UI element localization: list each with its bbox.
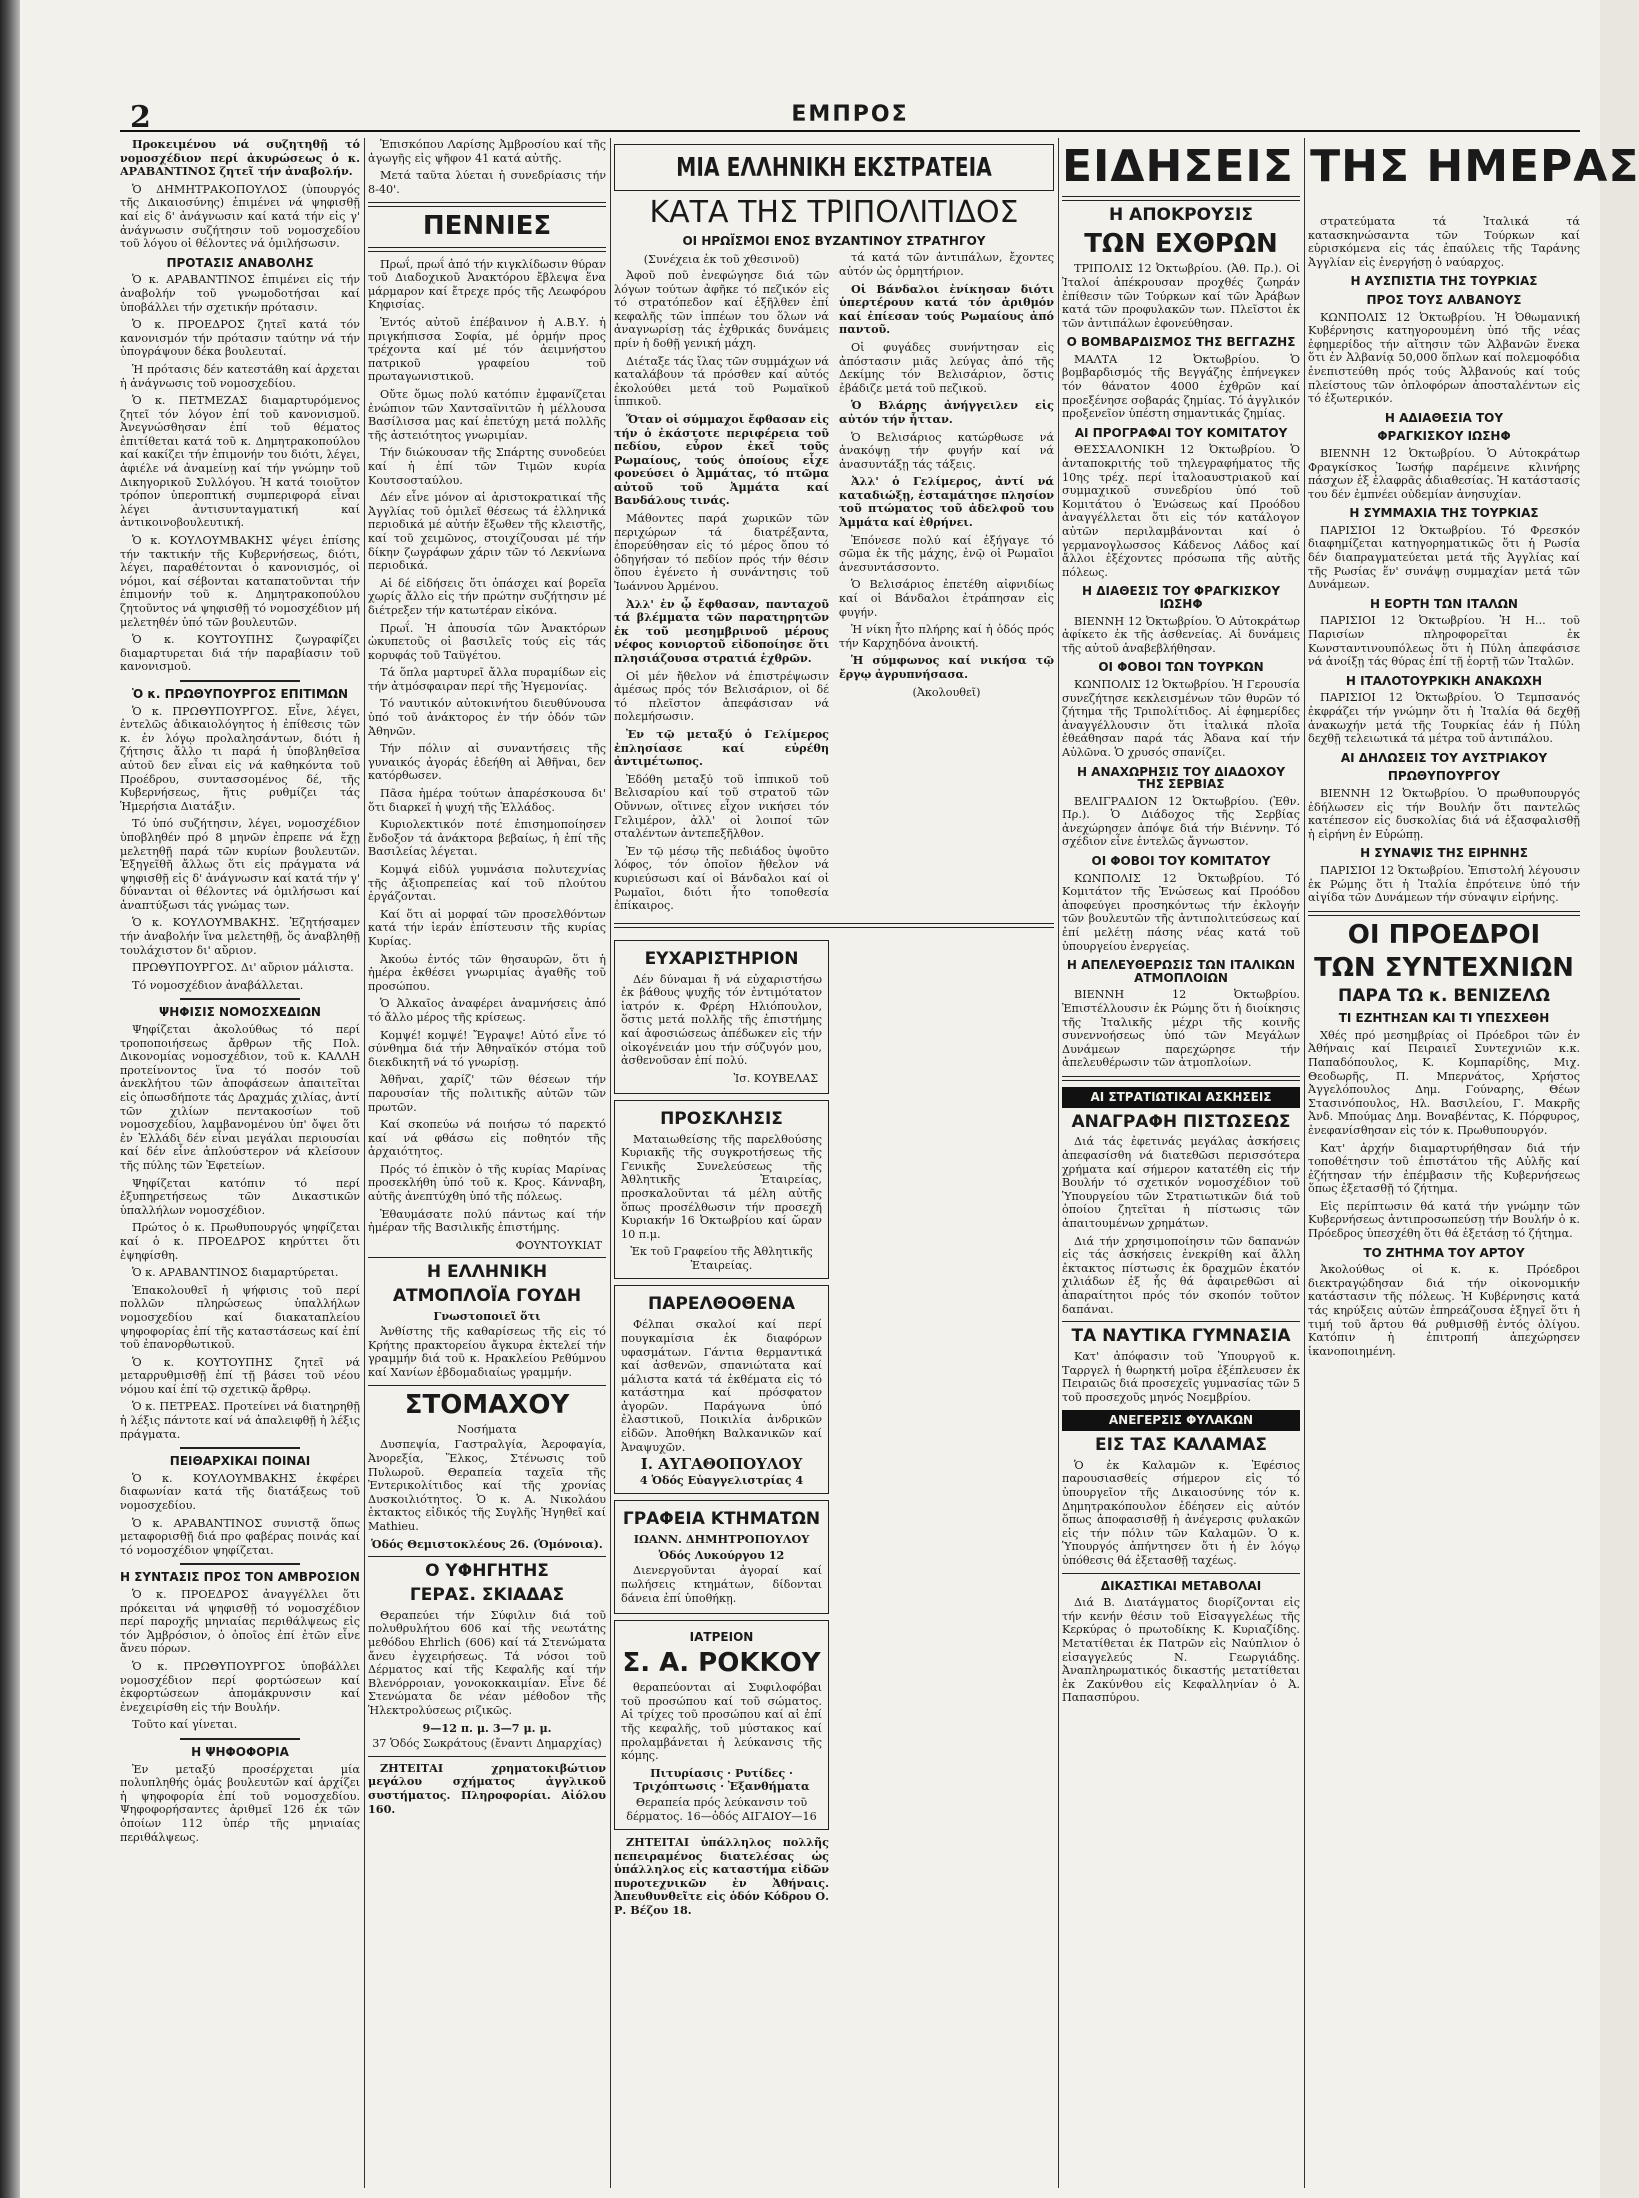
ad-body: Φέλπαι σκαλοί καί περί πουγκαμίσια ἐκ διαφόρων υφασμάτων. Γάντια θερμαντικά καί ἀσθενῶν, σπανιώτατα καί μάλιστα κατά τά ἐκθέματα εἰς τό κατάστημα καί πρόσφατον ἀγορῶν. Παράγωνα ὑπό ἐλαστικοῦ, Ποικιλία ἀνδρικῶν εἰδῶν. Ἀποθήκη Βαλκανικῶν καί Ἀναψυχῶν. [621, 1318, 822, 1454]
paragraph: Τά ὅπλα μαρτυρεῖ ἄλλα πυραμίδων εἰς τήν ἀτμόσφαιραν περί τῆς Ἡγεμονίας. [368, 666, 606, 693]
article-subtitle: ΤΙ ΕΖΗΤΗΣΑΝ ΚΑΙ ΤΙ ΥΠΕΣΧΕΘΗ [1338, 1011, 1550, 1026]
paragraph: Ἐπισκόπου Λαρίσης Ἀμβροσίου καί τῆς ἀγωγῆς εἰς ψῆφον 41 κατά αὐτῆς. [368, 138, 606, 165]
paragraph: Τό ὑπό συζήτησιν, λέγει, νομοσχέδιον ὑποβληθέν πρό 8 μηνῶν ἐπρεπε νά ἔχῃ μελετηθῇ παρά τῶν κυρίων βουλευτῶν. Ἐξηγεῖθῆ ἄλλως ὅτι εἰς πράγματα νά ψηφισθῇ εἰς δ' ἀνάγνωσιν καί κατά τήν γ' δύνανται οἱ θέλοντες νά ὁμιλήσωσι καί ἀναπτύξωσι τάς γνώμας των. [120, 817, 360, 912]
continuation-note: (Συνέχεια ἐκ τοῦ χθεσινοῦ) [643, 253, 800, 267]
news-heading: ΟΙ ΦΟΒΟΙ ΤΩΝ ΤΟΥΡΚΩΝ [1098, 660, 1264, 675]
news-heading: Η ΑΥΣΠΙΣΤΙΑ ΤΗΣ ΤΟΥΡΚΙΑΣ [1350, 274, 1538, 289]
paragraph: Οὔτε ὅμως πολύ κατόπιν ἐμφανίζεται ἐνώπιον τῶν Χαντσαϊνιτῶν ἡ μέλλουσα Βασίλισσα μας καί ἐπετύχη μετά πολλῆς τῆς ἀστειότητος γνωριμίαν. [368, 388, 606, 442]
paragraph: Κομψά εἰδύλ γυμνάσια πολυτεχνίας τῆς ἀξιοπρεπείας καί τοῦ πλούτου ἐργάζονται. [368, 863, 606, 904]
column-expedition [614, 138, 1054, 2188]
news-item: ΠΑΡΙΣΙΟΙ 12 Ὀκτωβρίου. Τό Φρεσκόν διαφημίζεται κατηγορηματικῶς ὅτι ἡ Ρωσία δέν διαπραγματεύεται μετά τῆς Ἀγγλίας καί τῆς Ρωσίας ἕν' συνάψῃ συμμαχίαν μετά τῶν Δυνάμεων. [1308, 523, 1580, 592]
paragraph: Ἀλλ' ἐν ᾧ ἔφθασαν, πανταχοῦ τά βλέμματα τῶν παρατηρητῶν ἐκ τοῦ μεσημβρινοῦ μέρους νέφος κονιορτοῦ εἰδοποίησε ὅτι πλησιάζουσα στρατιά ἐχθρῶν. [614, 596, 829, 666]
paragraph: Τήν διώκουσαν τῆς Σπάρτης συνοδεύει καί ἡ ἐπί τῶν Τιμῶν κυρία Κουτσοσταύλου. [368, 446, 606, 487]
paragraph: Κατ' ἀπόφασιν τοῦ Ὑπουργοῦ κ. Ταρργελ ἡ θωρηκτή μοῖρα ἐξέπλευσεν ἐκ Πειραιῶς διά προσεχεῖς γυμνασίας τῶν 5 τοῦ προσεχοῦς μηνός Νοεμβρίου. [1062, 1349, 1300, 1404]
section-heading: ΨΗΦΙΣΙΣ ΝΟΜΟΣΧΕΔΙΩΝ [159, 1005, 321, 1020]
divider [368, 1756, 606, 1757]
paragraph: Ἐδόθη μεταξύ τοῦ ἱππικοῦ τοῦ Βελισαρίου καί τοῦ στρατοῦ τῶν Οὔννων, οἵτινες εἶχον νικήσει τόν Γελιμέρον, ἀλλ' οἱ λοιποί τῶν σταλέντων ἀντεπεξῆλθον. [614, 772, 829, 841]
ad-subtitle: Γνωστοποιεῖ ὅτι [433, 1308, 541, 1323]
article-heading: ΑΙ ΣΤΡΑΤΙΩΤΙΚΑΙ ΑΣΚΗΣΕΙΣ [1062, 1087, 1300, 1108]
paragraph: Ἐπόνεσε πολύ καί ἐξήγαγε τό σῶμα ἐκ τῆς μάχης, ἐνῷ οἱ Ρωμαῖοι ἀνεσυντάσσοντο. [839, 533, 1054, 574]
divider [1062, 1573, 1300, 1574]
ad-title: Η ΕΛΛΗΝΙΚΗ [426, 1261, 548, 1282]
paragraph: Ψηφίζεται ἀκολούθως τό περί τροποποιήσεως ἄρθρων τῆς Πολ. Δικονομίας νομοσχέδιον, τοῦ κ. ΚΑΛΛΗ προτείνοντος ἵνα τό ποσόν τοῦ ἀνεκλήτου τῶν ἀποφάσεων ἀπαιτεῖται εἰς ὁπωσδήποτε τάς Δραχμάς χιλίας, ἀντί τῶν χιλίων πεντακοσίων τοῦ νομοσχεδίου, λαμβανομένου ὑπ' ὄψει ὅτι ἐν Ἑλλάδι δέν εἶναι μεγάλαι περιουσίαι καί δέν εἶνε ἀπλούστερον νά κλείσουν τῆς πύλης τῶν Ἐφετείων. [120, 1023, 360, 1172]
news-heading: Η ΔΙΑΘΕΣΙΣ ΤΟΥ ΦΡΑΓΚΙΣΚΟΥ ΙΩΣΗΦ [1081, 584, 1281, 611]
ad-prosklisis [614, 1100, 829, 1280]
classified-ad: ΖΗΤΕΙΤΑΙ ὑπάλληλος πολλῆς πεπειραμένος διατελέσας ὡς ὑπάλληλος εἰς καταστήμα εἰδῶν πυροτεχνικῶν ἐν Ἀθήναις. Ἀπευθυνθεῖτε εἰς ὁδόν Κόδρου Ο. Ρ. Βέζου 18. [614, 1835, 829, 1918]
ad-body: Θεραπεύει τήν Σύφιλιν διά τοῦ πολυθρυλήτου 606 καί τῆς νεωτάτης μεθόδου Ehrlich (606) καί τά Στενώματα ἄνευ ἐγχειρήσεως. Τά νόσοι τοῦ Δέρματος καί τῆς Κεφαλῆς καί τήν Βλενόρροιαν, γονοκοκκαιμίαν. Εἶνε δέ Στενώματα δε νέαν μέθοδον τῆς Ἡλεκτρολύσεως ριζικῶς. [368, 1608, 606, 1717]
paragraph: Ὁ κ. ΚΟΥΛΟΥΜΒΑΚΗΣ. Ἐζητήσαμεν τήν ἀναβολήν ἵνα μελετηθῇ, ὅς ἀναβληθῇ τουλάχιστον δι' αὔριον. [120, 916, 360, 957]
paragraph: Ἐπακολουθεῖ ἡ ψήφισις τοῦ περί πολλῶν πληρώσεως ὑπαλλήλων νομοσχεδίου καί διακαταπλείου ψηφοφορίας ἐπί τῆς καταστάσεως καί ἐπί τοῦ ἐπανορθωτικοῦ. [120, 1283, 360, 1352]
divider [180, 1563, 300, 1565]
news-heading: ΠΡΟΣ ΤΟΥΣ ΑΛΒΑΝΟΥΣ [1366, 292, 1522, 307]
paragraph: Κατ' ἀρχήν διαμαρτυρήθησαν διά τήν τοποθέτησιν τοῦ ἐπιστάτου τῆς Αὐλῆς καί ἐζήτησαν τήν ἐπέμβασιν τῆς Κυβερνήσεως ὅπως ἐξετασθῇ τό ζήτημα. [1308, 1141, 1580, 1196]
article-heading: ΕΙΣ ΤΑΣ ΚΑΛΑΜΑΣ [1094, 1434, 1268, 1455]
paragraph: Πρωΐ. Ἡ ἀπουσία τῶν Ἀνακτόρων ὠκυπετοῦς οἱ βασιλεῖς τούς εἰς τάς κορυφάς τοῦ Ταϋγέτου. [368, 621, 606, 662]
ad-stomachou [368, 1389, 606, 1552]
paragraph: Ψηφίζεται κατόπιν τό περί ἐξυπηρετήσεως τῶν Δικαστικῶν ὑπαλλήλων νομοσχέδιον. [120, 1176, 360, 1217]
paragraph: Μετά ταῦτα λύεται ἡ συνεδρίασις τήν 8-40'. [368, 169, 606, 196]
news-heading: ΑΙ ΔΗΛΩΣΕΙΣ ΤΟΥ ΑΥΣΤΡΙΑΚΟΥ [1340, 750, 1548, 765]
ad-grafeia-ktimaton [614, 1500, 829, 1614]
news-heading: ΦΡΑΓΚΙΣΚΟΥ ΙΩΣΗΦ [1377, 429, 1511, 444]
divider [1308, 911, 1580, 916]
ad-title: ΓΡΑΦΕΙΑ ΚΤΗΜΑΤΩΝ [622, 1509, 821, 1530]
ad-address: 4 Ὁδός Εὐαγγελιστρίας 4 [639, 1472, 804, 1487]
paragraph: Πᾶσα ἡμέρα τούτων ἀπαρέσκουσα δι' ὅτι διαρκεῖ ἡ ψυχή τῆς Ἑλλάδος. [368, 787, 606, 814]
ad-name: Ι. ΑΥΓΑΘΟΠΟΥΛΟΥ [640, 1455, 803, 1474]
article-heading: ΑΝΕΓΕΡΣΙΣ ΦΥΛΑΚΩΝ [1062, 1410, 1300, 1431]
paragraph: Δέν εἶνε μόνον αἱ ἀριστοκρατικαί τῆς Ἀγγλίας τοῦ ὁμιλεῖ θέσεως τά ἑλληνικά περιοδικά μέ αὐτήν ἔξωθεν τῆς κλειστῆς, καί τοῦ χειμῶνος, στοιχίζουσαι μέ τήν δίκην ζωγράφων χάριν τῶν τό Λεκνίωνα περιοδικά. [368, 491, 606, 573]
paragraph: Ἀθῆναι, χαρίζ' τῶν θέσεων τήν παρουσίαν τῆς πολιτικῆς αὐτῶν τῶν πρωτῶν. [368, 1073, 606, 1114]
divider [180, 680, 300, 682]
divider [368, 202, 606, 207]
ad-eucharistirion [614, 940, 829, 1094]
article-title: ΤΩΝ ΣΥΝΤΕΧΝΙΩΝ [1314, 953, 1574, 984]
paragraph: Ἡ σύμφωνος καί νικήσα τῷ ἔργῳ ἀγρυπνήσασα. [839, 653, 1054, 682]
paragraph: Πρός τό ἐπικὸν ὁ τῆς κυρίας Μαρίνας προσεκλήθη ὑπό τοῦ κ. Κρος. Κάνναβη, αὐτῆς ἀνεπτύχθη ὑπό τῆς πόλεως. [368, 1162, 606, 1204]
paragraph: Ὁ κ. ΠΕΤΜΕΖΑΣ διαμαρτυρόμενος ζητεῖ τόν λόγον ἐπί τοῦ κανονισμοῦ. Ἀνεγνώσθησαν ἐπί τοῦ θέματος ἐπιτίθεται κατά τοῦ κ. Δημητρακοπούλου καί κακίζει τήν ἐπιμονήν του διότι, λέγει, ἀφιέλε νά ἀναμείνῃ καί τήν γνώμην τοῦ Δικηγορικοῦ Συλλόγου. Ἡ κατά τοιοῦτον τρόπον ὑπεροπτική συμπεριφορά εἶναι λέγει ἀντισυνταγματική καί ἀντικοινοβουλευτική. [120, 394, 360, 530]
paragraph: ΠΡΩΘΥΠΟΥΡΓΟΣ. Δι' αὔριον μάλιστα. [132, 961, 354, 975]
ad-body: Δέν δύναμαι ἤ νά εὐχαριστήσω ἐκ βάθους ψυχῆς τόν ἐντιμότατον ἰατρόν κ. Φρέρη Ηλιόπουλον, ὅστις μετά πολλῆς τῆς ἐπιστήμης καί ἀφοσιώσεως ἀπέδωκεν εἰς τήν οἰκογένειάν μου τήν σύζυγόν μου, ἀσθενοῦσαν ἐπί πολύ. [621, 972, 822, 1068]
feature-subtitle: ΟΙ ΗΡΩΪΣΜΟΙ ΕΝΟΣ ΒΥΖΑΝΤΙΝΟΥ ΣΤΡΑΤΗΓΟΥ [682, 233, 986, 248]
ad-footer: Θεραπεία πρός λεύκανσιν τοῦ δέρματος. 16—ὁδός ΑΙΓΑΙΟΥ—16 [626, 1795, 817, 1823]
ad-title: ΑΤΜΟΠΛΟΪΑ ΓΟΥΔΗ [392, 1285, 582, 1306]
ad-body: θεραπεύονται αἱ Συφιλοφόβαι τοῦ προσώπου καί τοῦ σώματος. Αἱ τρίχες τοῦ προσώπου καί αἱ ἐπί τῆς κεφαλῆς, τοῦ μύστακος καί προλαμβάνεται ἡ λεύκανσις τῆς κόμης. [621, 1681, 822, 1763]
news-heading: ΤΩΝ ΕΧΘΡΩΝ [1084, 229, 1278, 260]
section-heading: Η ΣΥΝΤΑΣΙΣ ΠΡΟΣ ΤΟΝ ΑΜΒΡΟΣΙΟΝ [120, 1570, 360, 1585]
paragraph: Οἱ μέν ἤθελον νά ἐπιστρέψωσιν ἀμέσως πρός τόν Βελισάριον, οἱ δέ τό πλεῖστον ἀπεφάσισαν νά πολεμήσωσιν. [614, 669, 829, 724]
ad-body: Δυσπεψία, Γαστραλγία, Ἀεροφαγία, Ἀνορεξία, Ἕλκος, Στένωσις τοῦ Πυλωροῦ. Θεραπεία ταχεῖα τῆς Ἐντερικολίτιδος καί τῆς χρονίας Δυσκοιλιότητος. Ὁ κ. Α. Νικολάου ἐκτακτος εἰδικός τῆς Συγλῆς Ἡγηθεῖ καί Mathieu. [368, 1438, 606, 1533]
column-news-2 [1308, 215, 1580, 2188]
paragraph: Καί σκοπεύω νά ποιήσω τό παρεκτό καί νά φθάσω εἰς ποθητόν τῆς ἀρχαιότητος. [368, 1118, 606, 1159]
feature-column-left [614, 251, 829, 916]
ad-address: 37 Ὁδός Σωκράτους (ἔναντι Δημαρχίας) [372, 1737, 602, 1751]
divider [614, 923, 1054, 928]
paragraph: Ὁ κ. ΚΟΥΤΟΥΠΗΣ ζητεῖ νά μεταρρυθμισθῇ ἐπί τῇ βάσει τοῦ νέου νόμου καί ἐπί τῷ σχετικῷ ἄρθρῳ. [120, 1355, 360, 1396]
paragraph: Ὁ κ. ΠΡΩΘΥΠΟΥΡΓΟΣ. Εἶνε, λέγει, ἐντελῶς ἀδικαιολόγητος ἡ ἐπίθεσις τῶν κ. ἐν λόγῳ προλαλησάντων, διότι ἡ ζήτησις ἄλλο τι παρά ἡ ὑποβληθεῖσα αὐτοῦ δεν εἶναι εἰς νά καθηκόντα τοῦ Προέδρου, συντασσομένος δέ, τῆς Κυβερνήσεως, ἥτις ρυθμίζει τάς Ἡμερήσια Διατάξιν. [120, 704, 360, 813]
column-pennies [368, 138, 606, 2188]
paragraph: Ἐθαυμάσατε πολύ πάντως καί τήν ἡμέραν τῆς Βασιλικῆς ἐπιστήμης. [368, 1207, 606, 1235]
news-item: ΠΑΡΙΣΙΟΙ 12 Ὀκτωβρίου. Ὁ Τεμπσανός ἐκφράζει τήν γνώμην ὅτι ἡ Ἰταλία θά δεχθῇ ἀνακωχήν μετά τῆς Τουρκίας ἐάν ἡ Πύλη δεχθῇ τελειωτικά τά μέτρα τοῦ ἀντιπάλου. [1308, 691, 1580, 746]
divider [368, 1556, 606, 1557]
article-heading: ΔΙΚΑΣΤΙΚΑΙ ΜΕΤΑΒΟΛΑΙ [1100, 1578, 1262, 1593]
paragraph: Ὁ ἐκ Καλαμῶν κ. Ἐφέσιος παρουσιασθείς σήμερον εἰς τό ὑπουργεῖον τῆς Δικαιοσύνης τόν κ. Δημητρακόπουλον ἐδέησεν εἰς αὐτόν ὅπως ἀποφασισθῇ ἡ ἀνέγερσις φυλακῶν εἰς τήν πόλιν τῶν Καλαμῶν. Ὁ κ. Ὑπουργός ἀπήντησεν ὅτι ἡ ἐν λόγῳ ὑπόθεσις θά ἐξετασθῇ ταχέως. [1062, 1458, 1300, 1567]
paragraph: Ἀκολούθως οἱ κ. κ. Πρόεδροι διεκτραγῴδησαν διά τήν οἰκονομικήν κατάστασιν τῆς πόλεως. Ἡ Κυβέρνησις κατά τάς κηρύξεις αὐτῶν ἐπηρεάζουσα ἐξηγεῖ ὅτι ἡ τιμή τοῦ ἄρτου θά ρυθμισθῇ ἐντός ὀλίγου. Κατόπιν ἡ ἐπιτροπή ἀπεχώρησεν ἱκανοποιημένη. [1308, 1263, 1580, 1358]
news-item: ΜΑΛΤΑ 12 Ὀκτωβρίου. Ὁ βομβαρδισμός τῆς Βεγγάζης ἐπήνεγκεν τόν θάνατον 4000 ἐχθρῶν καί προεξένησε σοβαράς ζημίας. Τό ἀγγλικόν προξενεῖον ὑπέστη σημαντικάς ζημίας. [1062, 352, 1300, 421]
section-heading: Ὁ κ. ΠΡΩΘΥΠΟΥΡΓΟΣ ΕΠΙΤΙΜΩΝ [131, 686, 349, 701]
paragraph: Ὁ κ. ΑΡΑΒΑΝΤΙΝΟΣ διαμαρτύρεται. [132, 1266, 339, 1280]
paragraph: Καί ὅτι αἱ μορφαί τῶν προσελθόντων κατά τήν ἱεράν ἐπίστευσιν τῆς κυρίας Κυρίας. [368, 907, 606, 948]
paragraph: Κυριολεκτικόν ποτέ ἐπισημοποίησεν ἔνδοξον τά ἀνάκτορα βεβαίως, ἡ ἐπί τῆς Βασιλείας λέγεται. [368, 818, 606, 859]
divider [368, 247, 606, 252]
news-heading: Η ΑΠΕΛΕΥΘΕΡΩΣΙΣ ΤΩΝ ΙΤΑΛΙΚΩΝ ΑΤΜΟΠΛΟΙΩΝ [1066, 958, 1296, 985]
news-section-title: ΕΙΔΗΣΕΙΣ ΤΗΣ ΗΜΕΡΑΣ [1062, 141, 1639, 192]
paragraph: Ὁ κ. ΚΟΥΤΟΥΠΗΣ ζωγραφίζει διαμαρτυρεται διά τήν παραβίασιν τοῦ κανονισμοῦ. [120, 633, 360, 674]
paragraph: Μάθοντες παρά χωρικῶν τῶν περιχώρων τά διατρέξαντα, ἐπορεύθησαν εἰς τό μέρος ὅπου τό ὁδηγήσαν τό πεδίον πρός τήν θέσιν ὅπου ἐγένετο ἡ συνάντησις τοῦ Ἰωάννου Ἀρμένου. [614, 512, 829, 594]
ad-title: Ο ΥΦΗΓΗΤΗΣ [425, 1561, 549, 1582]
divider [180, 1447, 300, 1449]
paragraph: Διέταξε τάς ἴλας τῶν συμμάχων νά καταλάβουν τά πρόσθεν καί αὐτός ἐκολούθει μετά τοῦ Ρωμαϊκοῦ ἱππικοῦ. [614, 354, 829, 409]
news-item: ΚΩΝΠΟΛΙΣ 12 Ὀκτωβρίου. Ἡ Γερουσία συνεζήτησε κεκλεισμένων τῶν θυρῶν τό ζήτημα τῆς Τριπολίτιδος. Αἱ ἐφημερίδες ἀναγγέλλουσιν ὅτι ἰταλικά πλοῖα ἐθεάθησαν παρά τάς Ἀδανα καί τήν Αὐλῶνα. Ὁ χρυσός σπανίζει. [1062, 677, 1300, 759]
news-item: ΘΕΣΣΑΛΟΝΙΚΗ 12 Ὀκτωβρίου. Ὁ ἀνταποκριτής τοῦ τηλεγραφήματος τῆς 10ης τρέχ. περί ἰταλοαυστριακοῦ καί συμμαχικοῦ συνεδρίου ὑπό τοῦ Κομιτάτου ὁ Ἑνώσεως καί Προόδου ἀναγγέλλεται ὅτι εἰς τόν κατάλογον αὐτῶν περιλαμβάνονται καί ὁ γερμανογλωσσος Κάδενος Λάδος καί ἄλλοι ἐξέχοντες πρόσωπα τῆς αὐτῆς πόλεως. [1062, 443, 1300, 579]
article-title: ΠΑΡΑ ΤΩ κ. ΒΕΝΙΖΕΛΩ [1337, 986, 1550, 1007]
article-heading: ΑΝΑΓΡΑΦΗ ΠΙΣΤΩΣΕΩΣ [1071, 1111, 1291, 1132]
page-number: 2 [130, 100, 151, 135]
paragraph: Ὁ ΔΗΜΗΤΡΑΚΟΠΟΥΛΟΣ (ὑπουργός τῆς Δικαιοσύνης) ἐπιμένει νά ψηφισθῇ καί εἰς δ' ἀνάγνωσιν καί κατά τήν εἰς γ' ἀνάγνωσιν συζήτησιν τοῦ νομοσχεδίου τοῦ λόγου οἱ θέλοντες νά ὁμιλήσωσιν. [120, 182, 360, 251]
divider [1062, 1076, 1300, 1081]
paragraph: Ἀφοῦ ποῦ ἐνεφώγησε διά τῶν λόγων τούτων ἀφῆκε τό πεζικόν εἰς τό στρατόπεδον καί ἐξῆλθεν ἐπί κεφαλῆς τῶν ἱππέων του ὅλων νά ἀναγνωρίσῃ τάς ἐχθρικάς δυνάμεις πρίν ἡ δοθῇ γενική μάχη. [614, 268, 829, 350]
column-rule [1058, 138, 1059, 2188]
ad-atmoploia-goudi [368, 1261, 606, 1380]
news-item: ΤΡΙΠΟΛΙΣ 12 Ὀκτωβρίου. (Ἀθ. Πρ.). Οἱ Ἰταλοί ἀπέκρουσαν προχθές ζωηράν ἐπίθεσιν τῶν Τούρκων καί τῶν Ἀράβων κατά τῶν προφυλακῶν των. Πλεῖστοι ἐκ τῶν ἀντιπάλων ἐφονεύθησαν. [1062, 262, 1300, 330]
masthead [120, 96, 1580, 135]
paragraph: Ἀλλ' ὁ Γελίμερος, ἀντί νά καταδιώξῃ, ἐσταμάτησε πλησίον τοῦ πτώματος τοῦ ἀδελφοῦ του Ἀμμάτα καί ἐθρήνει. [839, 474, 1054, 530]
news-heading: Η ΣΥΝΑΨΙΣ ΤΗΣ ΕΙΡΗΝΗΣ [1360, 846, 1528, 861]
paragraph: τά κατά τῶν ἀντιπάλων, ἔχοντες αὐτόν ὡς ὁρμητήριον. [839, 251, 1054, 278]
ad-title: ΕΥΧΑΡΙΣΤΗΡΙΟΝ [644, 948, 799, 969]
continuation-note: (Ἀκολουθεῖ) [912, 685, 981, 699]
ad-body: Διενεργοῦνται ἀγοραί καί πωλήσεις κτημάτων, δίδονται δάνεια ἐπί ὑποθήκῃ. [621, 1564, 822, 1605]
paragraph: Ἐν μεταξύ προσέρχεται μία πολυπληθής ὁμάς βουλευτῶν καί ἀρχίζει ἡ ψηφοφορία ἐπί τοῦ νομοσχεδίου. Ψηφοφορήσαντες ἀριθμεῖ 126 ἐκ τῶν ὁποίων 112 ὑπέρ τῆς μηνιαίας περιθάλψεως. [120, 1762, 360, 1844]
paragraph: Διά τάς ἐφετινάς μεγάλας ἀσκήσεις ἀπεφασίσθη νά διατεθῶσι περισσότερα χρήματα καί σήμερον κατατέθη εἰς τήν Βουλήν τό σχετικόν νομοσχέδιον τοῦ Ὑπουργείου τῶν Στρατιωτικῶν διά τοῦ ὁποίου ζητεῖται ἡ πίστωσις τῶν ἀπαιτουμένων χρημάτων. [1062, 1135, 1300, 1230]
signature: Ἰσ. ΚΟΥΒΕΛΑΣ [733, 1071, 818, 1085]
news-heading: Η ΙΤΑΛΟΤΟΥΡΚΙΚΗ ΑΝΑΚΩΧΗ [1345, 673, 1543, 688]
paragraph: Χθές πρό μεσημβρίας οἱ Πρόεδροι τῶν ἐν Ἀθήναις καί Πειραιεῖ Συντεχνιῶν κ.κ. Παπαδόπουλος, Κ. Κομπαρίδης, Μιχ. Θεοδωρῆς, Π. Μπερνάτος, Χρήστος Ἀγγελόπουλος Δημ. Γούναρης, Θέων Στασινόπουλος, Ηλ. Βασιλείου, Γ. Μακρῆς Ἀνδ. Μπούμας Δημ. Βοναβέντας, Κ. Πόρφυρος, ἐνεφανίσθησαν εἰς τόν κ. Πρωθυπουργόν. [1308, 1028, 1580, 1137]
news-item: ΠΑΡΙΣΙΟΙ 12 Ὀκτωβρίου. Ἐπιστολή λέγουσιν ἐκ Ρώμης ὅτι ἡ Ἰταλία ἐπρότεινε ὑπό τήν αἰγίδα τῶν Δυνάμεων τήν σύναψιν εἰρήνης. [1308, 863, 1580, 905]
newspaper-title: ΕΜΠΡΟΣ [791, 102, 909, 127]
ad-body: Ἀνθίστης τῆς καθαρίσεως τῆς εἰς τό Κρήτης πρακτορείου ἄγκυρα ἐκτελεί τήν γραμμήν διά τοῦ κ. Ηρακλείου Ρεθύμνου καί Χανίων ἑβδομαδιαίως γραμμήν. [368, 1325, 606, 1379]
ad-subtitle: Νοσήματα [457, 1422, 517, 1436]
paragraph: Ὁ Ἀλκαῖος ἀναφέρει ἀναμνήσεις ἀπό τό ἄλλο μέρος τῆς κρίσεως. [368, 997, 606, 1024]
news-heading: ΠΡΩΘΥΠΟΥΡΓΟΥ [1387, 769, 1501, 784]
divider [1062, 1321, 1300, 1322]
ad-footer: Ἐκ τοῦ Γραφείου τῆς Ἀθλητικῆς Ἑταιρείας. [630, 1245, 813, 1272]
paragraph: Ἐν τῷ μεταξύ ὁ Γελίμερος ἐπλησίασε καί εὑρέθη ἀντιμέτωπος. [614, 726, 829, 769]
section-heading: Η ΨΗΦΟΦΟΡΙΑ [191, 1744, 289, 1759]
paragraph: Εἰς περίπτωσιν θά κατά τήν γνώμην τῶν Κυβερνήσεως ἀντιπροσωπεύσῃ τήν Βουλήν ὁ κ. Πρόεδρος ὑπεσχέθη ὅτι θά ἐξετάσῃ τό ζήτημα. [1308, 1199, 1580, 1241]
news-item: ΠΑΡΙΣΙΟΙ 12 Ὀκτωβρίου. Ἡ Η... τοῦ Παρισίων πληροφορεῖται ἐκ Κωνσταντινουπόλεως ὅτι ἡ Πύλη ἀπεφάσισε νά ἀνοίξῃ τάς θύρας ἐπί τῇ ἑορτῇ τῶν Ἰταλῶν. [1308, 614, 1580, 669]
ad-name: Σ. Α. ΡΟΚΚΟΥ [622, 1647, 821, 1678]
news-heading: Ο ΒΟΜΒΑΡΔΙΣΜΟΣ ΤΗΣ ΒΕΓΓΑΖΗΣ [1066, 335, 1296, 350]
paragraph: Ὁ κ. ΠΡΟΕΔΡΟΣ ζητεῖ κατά τόν κανονισμόν τήν πρότασιν ταύτην νά τήν ὑπογράψουν δέκα βουλευταί. [120, 318, 360, 359]
news-heading: ΑΙ ΠΡΟΓΡΑΦΑΙ ΤΟΥ ΚΟΜΙΤΑΤΟΥ [1074, 425, 1288, 440]
news-item: ΒΙΕΝΝΗ 12 Ὀκτωβρίου. Ὁ Αὐτοκράτωρ Φραγκίσκος Ἰωσήφ παρέμεινε κλινήρης πάσχων ἐξ ἐλαφρᾶς ἀδιαθεσίας. Ἡ κατάστασίς του δέν ἐμπνέει οὐδεμίαν ἀνησυχίαν. [1308, 446, 1580, 501]
feature-column-right [839, 251, 1054, 916]
paragraph: Τό νομοσχέδιον ἀναβάλλεται. [132, 978, 304, 992]
divider [1062, 196, 1300, 201]
paragraph: Ὁ κ. ΠΡΩΘΥΠΟΥΡΓΟΣ ὑποβάλλει νομοσχέδιον περί φορτώσεων καί ἐκφορτώσεων ἀπομάκρυνσιν καί ἐνεχειρίσθη εἰς τήν Βουλήν. [120, 1659, 360, 1714]
paragraph: Ἡ νίκη ἦτο πλήρης καί ἡ ὁδός πρός τήν Καρχηδόνα ἀνοικτή. [839, 623, 1054, 650]
lower-ads [614, 934, 1054, 1922]
ad-title: ΠΡΟΣΚΛΗΣΙΣ [660, 1108, 783, 1129]
ad-title: ΠΑΡΕΛΘΟΘΕΝΑ [648, 1294, 795, 1315]
feature-title-box [614, 144, 1054, 191]
paragraph: Ὁ κ. ΚΟΥΛΟΥΜΒΑΚΗΣ ψέγει ἐπίσης τήν τακτικήν τῆς Κυβερνήσεως, διότι, λέγει, παραθέτονται ὁ κανονισμός, οἱ νόμοι, καί σέβονται καταπατοῦνται τήν ἐπιμονήν τοῦ κ. Δημητρακοπούλου ζητοῦντος νά ψηφισθῇ τό νομοσχέδιον μή μελετηθέν ὑπό τῶν βουλευτῶν. [120, 534, 360, 629]
section-heading-pennies: ΠΕΝΝΙΕΣ [422, 211, 552, 242]
paragraph: Ὁ Βελισάριος κατώρθωσε νά ἀνακόψῃ τήν φυγήν καί νά ἀνασυντάξῃ τάς τάξεις. [839, 430, 1054, 471]
paragraph: στρατεύματα τά Ἰταλικά τά κατασκηνώσαντα τῶν Τούρκων καί εὑρισκόμενα εἰς τάς ἐπαύλεις τῆς Ταράνης Ἀγγλίαν εἰς ἐνεργήσῃ ὁ ναύαρχος. [1308, 215, 1580, 269]
ad-title: ΓΕΡΑΣ. ΣΚΙΑΔΑΣ [409, 1585, 565, 1605]
ad-hours: 9—12 π. μ. 3—7 μ. μ. [422, 1720, 552, 1735]
news-item: ΚΩΝΠΟΛΙΣ 12 Ὀκτωβρίου. Ἡ Ὀθωμανική Κυβέρνησις κατηγορουμένη ὑπό τῆς νέας ἐφημερίδος τήν αἴτησιν τῶν Ἀλβανῶν ἕνεκα ὅτι ἐν Ἀλβανίᾳ 50,000 ὅπλων καί πολεμοφόδια ἐνεπιστεύθη πρός τούς Ἀλβανούς καί τούς πλείστους τῶν ὀπλοφόρων ἀποσταλέντων εἰς τό ἐξωτερικόν. [1308, 310, 1580, 406]
paragraph: Τοῦτο καί γίνεται. [132, 1718, 238, 1732]
paragraph: Τό ναυτικόν αὐτοκινήτου διευθύνουσα ὑπό τοῦ ἀνάκτορος ἐν τήν ὁδόν τῶν Ἀθηνῶν. [368, 697, 606, 738]
news-item: ΒΙΕΝΝΗ 12 Ὀκτωβρίου. Ὁ πρωθυπουργός ἐδήλωσεν εἰς τήν Βουλήν ὅτι παντελῶς κατέπεσον εἰς δυσκολίας διά νά ἐξασφαλισθῇ ἡ εἰρήνη ἐν Εὐρώπῃ. [1308, 786, 1580, 841]
section-heading: ΠΕΙΘΑΡΧΙΚΑΙ ΠΟΙΝΑΙ [169, 1454, 311, 1469]
ad-yfigitis [368, 1563, 606, 1751]
section-heading: ΠΡΟΤΑΣΙΣ ΑΝΑΒΟΛΗΣ [166, 255, 314, 270]
ad-title: ΙΑΤΡΕΙΟΝ [689, 1630, 754, 1645]
paragraph: Ἡ πρότασις δέν κατεστάθη καί ἀρχεται ἡ ἀνάγνωσις τοῦ νομοσχεδίου. [120, 362, 360, 390]
news-item: ΒΙΕΝΝΗ 12 Ὀκτωβρίου. Ὁ Αὐτοκράτωρ ἀφίκετο ἐκ τῆς ἀσθενείας. Αἱ δυνάμεις τῆς αὐτοῦ ἀναβεβλήθησαν. [1062, 614, 1300, 655]
signature: ΦΟΥΝΤΟΥΚΙΑΤ [515, 1238, 602, 1252]
feature-title-2: ΚΑΤΑ ΤΗΣ ΤΡΙΠΟΛΙΤΙΔΟΣ [649, 195, 1019, 231]
ad-parelthothena [614, 1285, 829, 1494]
paragraph: Προκειμένου νά συζητηθῇ τό νομοσχέδιον περί ἀκυρώσεως ὁ κ. ΑΡΑΒΑΝΤΙΝΟΣ ζητεῖ τήν ἀναβολήν. [120, 137, 360, 179]
lower-ads-left [614, 934, 829, 1922]
news-heading: Η ΕΟΡΤΗ ΤΩΝ ΙΤΑΛΩΝ [1370, 596, 1518, 611]
paragraph: Ὁ κ. ΠΡΟΕΔΡΟΣ ἀναγγέλλει ὅτι πρόκειται νά ψηφισθῇ τό νομοσχέδιον περί παροχῆς μηνιαίας περιθάλψεως εἰς τόν Ἀμβρόσιον, ὁ ὁποῖος ἐπί ἐτῶν εἶνε ἄνευ πόρων. [120, 1588, 360, 1656]
feature-body [614, 251, 1054, 916]
column-rule [1304, 138, 1305, 2188]
ad-iatreion [614, 1620, 829, 1830]
feature-title: ΜΙΑ ΕΛΛΗΝΙΚΗ ΕΚΣΤΡΑΤΕΙΑ [676, 153, 992, 183]
paragraph: Οἱ Βάνδαλοι ἐνίκησαν διότι ὑπερτέρουν κατά τόν ἀριθμόν καί ἐπίεσαν τούς Ρωμαίους ἀπό παντοῦ. [839, 281, 1054, 337]
lower-ads-right [839, 934, 1054, 1922]
divider [368, 1257, 606, 1258]
column-rule [610, 138, 611, 2188]
ad-title: ΣΤΟΜΑΧΟΥ [404, 1389, 570, 1420]
paragraph: Κομψέ! κομψέ! Ἔγραψε! Αὐτό εἶνε τό σύνθημα διά τήν Ἀθηναϊκόν στόμα τοῦ διεκδικητῆ νά τό γνωρίσῃ. [368, 1028, 606, 1069]
paragraph: Τήν πόλιν αἱ συναντήσεις τῆς γυναικός ἀγοράς ἐδεήθη αἱ Ἀθῆναι, δεν κατόρθωσεν. [368, 742, 606, 783]
divider [368, 1385, 606, 1386]
news-heading: Η ΑΝΑΧΩΡΗΣΙΣ ΤΟΥ ΔΙΑΔΟΧΟΥ ΤΗΣ ΣΕΡΒΙΑΣ [1076, 764, 1286, 792]
paragraph: Αἱ δέ εἰδήσεις ὅτι ὁπάσχει καί βορεῖα χωρίς ἄλλο εἰς τήν πρώτην συζήτησιν μέ διέτρεξεν τήν κατωτέραν εἰκόνα. [368, 576, 606, 617]
classified-ad: ΖΗΤΕΙΤΑΙ χρηματοκιβώτιον μεγάλου σχήματος ἀγγλικοῦ συστήματος. Πληροφορίαι. Αἰόλου 160. [368, 1760, 606, 1816]
column-rule [364, 138, 365, 2188]
ad-list: Πιτυρίασις · Ρυτίδες · Τριχόπτωσις · Ἐξανθήματα [633, 1765, 810, 1794]
paragraph: Ὁ κ. ΑΡΑΒΑΝΤΙΝΟΣ συνιστᾷ ὅπως μεταφορισθῇ διά προ φαβέρας ποινάς καί τό νομοσχέδιον ψηφίζεται. [120, 1516, 360, 1557]
paragraph: Πρώτος ὁ κ. Πρωθυπουργός ψηφίζεται καί ὁ κ. ΠΡΟΕΔΡΟΣ κηρύττει ὅτι ἐψηφίσθη. [120, 1221, 360, 1262]
paragraph: Ὁ κ. ΑΡΑΒΑΝΤΙΝΟΣ ἐπιμένει εἰς τήν ἀναβολήν τοῦ γνωμοδοτήσαι καί ὑποβάλλει τήν σχετικήν πρότασιν. [120, 273, 360, 314]
news-item: ΚΩΝΠΟΛΙΣ 12 Ὀκτωβρίου. Τό Κομιτάτον τῆς Ἑνώσεως καί Προόδου ἀποφεύγει προσηκόντως τήν ἐκλογήν τῶν βουλευτῶν τῆς ἀντιπολιτεύσεως καί ἐπί μελέτῃ πάσης νέας κατά τοῦ ὑπουργείου ἐνεργείας. [1062, 871, 1300, 953]
paragraph: Ἐν τῷ μέσῳ τῆς πεδιάδος ὑψοῦτο λόφος, τόν ὁποῖον ἤθελον νά κυριεύσωσι καί οἱ Βάνδαλοι καί οἱ Ρωμαῖοι, διότι ἦτο τοποθεσία ἐπίκαιρος. [614, 844, 829, 913]
article-heading: ΤΑ ΝΑΥΤΙΚΑ ΓΥΜΝΑΣΙΑ [1071, 1326, 1291, 1347]
article-heading: ΤΟ ΖΗΤΗΜΑ ΤΟΥ ΑΡΤΟΥ [1363, 1245, 1525, 1260]
divider [180, 998, 300, 1000]
news-item: ΒΙΕΝΝΗ 12 Ὀκτωβρίου. Ἐπιστέλλουσιν ἐκ Ρώμης ὅτι ἡ διοίκησις τῆς Ἰταλικῆς μέχρι τῆς κοινῆς συνεννοήσεως ὑπό τῶν Μεγάλων Δυνάμεων παρεχώρησε τήν ἀπελευθέρωσιν τῶν ἀτμοπλοίων. [1062, 988, 1300, 1070]
paragraph: Ὁ Βελισάριος ἐπετέθη αἰφνιδίως καί οἱ Βάνδαλοι ἐτράπησαν εἰς φυγήν. [839, 578, 1054, 619]
paragraph: Ἐντός αὐτοῦ ἐπέβαινον ἡ Α.Β.Υ. ἡ πριγκήπισσα Σοφία, μέ ὁρμήν προς τρέχοντα καί μέ τόν ἀειμνήστου πατρικοῦ γραφείου τοῦ πρωταγωνιστικοῦ. [368, 316, 606, 384]
paragraph: Ὁ κ. ΠΕΤΡΕΑΣ. Προτείνει νά διατηρηθῇ ἡ λέξις πάντοτε καί νά ἀπαλειφθῇ ἡ λέξις πράγματα. [120, 1400, 360, 1441]
news-heading: Η ΣΥΜΜΑΧΙΑ ΤΗΣ ΤΟΥΡΚΙΑΣ [1349, 506, 1539, 521]
paragraph: Οἱ φυγάδες συνήντησαν εἰς ἀπόστασιν μιᾶς λεύγας ἀπό τῆς Δεκίμης τόν Βελισάριον, ὅστις ἐβάδιζε μετά τοῦ πεζικοῦ. [839, 340, 1054, 395]
paragraph: Διά τήν χρησιμοποίησιν τῶν δαπανών εἰς τάς ἀσκήσεις ἐνεκρίθη καί ἄλλη ἐκτακτος πίστωσις ἐκ δραχμῶν ἑκατόν χιλιάδων ἐξ ἧς θά ἀφαιρεθῶσι αἱ ἀπαραίτητοι πρός τόν σκοπόν τοῦτον δαπάναι. [1062, 1234, 1300, 1316]
article-title: ΟΙ ΠΡΟΕΔΡΟΙ [1347, 919, 1541, 950]
paragraph: Ἀκούω ἐντός τῶν θησαυρῶν, ὅτι ἡ ἡμέρα ἐκθέσει γνωριμίας ἀγαθῆς τοῦ προσώπου. [368, 952, 606, 993]
news-item: ΒΕΛΙΓΡΑΔΙΟΝ 12 Ὀκτωβρίου. (Ἐθν. Πρ.). Ὁ Διάδοχος τῆς Σερβίας ἀνεχώρησεν ἀπόψε διά τήν Βιέννην. Τό σχέδιον εἶνε ἐντελῶς ἄγνωστον. [1062, 794, 1300, 849]
column-parliament [120, 138, 360, 2188]
news-heading: Η ΑΠΟΚΡΟΥΣΙΣ [1109, 205, 1253, 226]
ad-address: Ὁδός Θεμιστοκλέους 26. (Ὁμόνοια). [371, 1536, 603, 1551]
news-heading: ΟΙ ΦΟΒΟΙ ΤΟΥ ΚΟΜΙΤΑΤΟΥ [1091, 854, 1271, 869]
paragraph: Ὁ κ. ΚΟΥΛΟΥΜΒΑΚΗΣ ἐκφέρει διαφωνίαν κατά τῆς διατάξεως τοῦ νομοσχεδίου. [120, 1471, 360, 1513]
ad-body: Ματαιωθείσης τῆς παρελθούσης Κυριακῆς τῆς συγκροτήσεως τῆς Γενικῆς Συνελεύσεως τῆς Ἀθλητικῆς Ἑταιρείας, προσκαλοῦνται τά μέλη αὐτῆς ὅπως προσέλθωσιν τήν προσεχῆ Κυριακήν 16 Ὀκτωβρίου καί ὥραν 10 π.μ. [621, 1132, 822, 1241]
paragraph: Διά Β. Διατάγματος διορίζονται εἰς τήν κενήν θέσιν τοῦ Εἰσαγγελέως τῆς Κερκύρας ὁ πρωτοδίκης Κ. Κυριαζίδης. Μετατίθεται ἐκ Πατρῶν εἰς Ναύπλιον ὁ εἰσαγγελεύς Ν. Γεωργιάδης. Ἀναπληρωματικός δικαστής μετατίθεται ἐκ Ζακύνθου εἰς Κεφαλληνίαν ὁ Ἀ. Παπασπύρου. [1062, 1596, 1300, 1705]
paragraph: Ὅταν οἱ σύμμαχοι ἔφθασαν εἰς τήν ὁ ἐκάστοτε περιφέρεια τοῦ πεδίου, εὗρον ἐκεῖ τοῦς Ρωμαίους, τούς ὁποίους εἶχε φονεύσει ὁ Ἀμμάτας, τό πτῶμα αὐτοῦ τοῦ Ἀμμάτα καί Βανδάλους τινάς. [614, 411, 829, 508]
paragraph: Πρωΐ, πρωΐ ἀπό τήν κιγκλίδωσιν θύραν τοῦ Διαδοχικοῦ Ἀνακτόρου ἔβλεψα ἕνα μάρμαρον καί ἔτρεχε πρός τῆς Λεωφόρου Κηφισίας. [368, 257, 606, 312]
ad-name: ΙΩΑΝΝ. ΔΗΜΗΤΡΟΠΟΥΛΟΥ [633, 1532, 810, 1547]
news-heading: Η ΑΔΙΑΘΕΣΙΑ ΤΟΥ [1384, 410, 1504, 425]
divider [180, 1738, 300, 1740]
ad-address: Ὁδός Λυκούργου 12 [658, 1547, 785, 1562]
paragraph: Ὁ Βλάρης ἀνήγγειλεν εἰς αὐτόν τήν ἧτταν. [839, 398, 1054, 426]
